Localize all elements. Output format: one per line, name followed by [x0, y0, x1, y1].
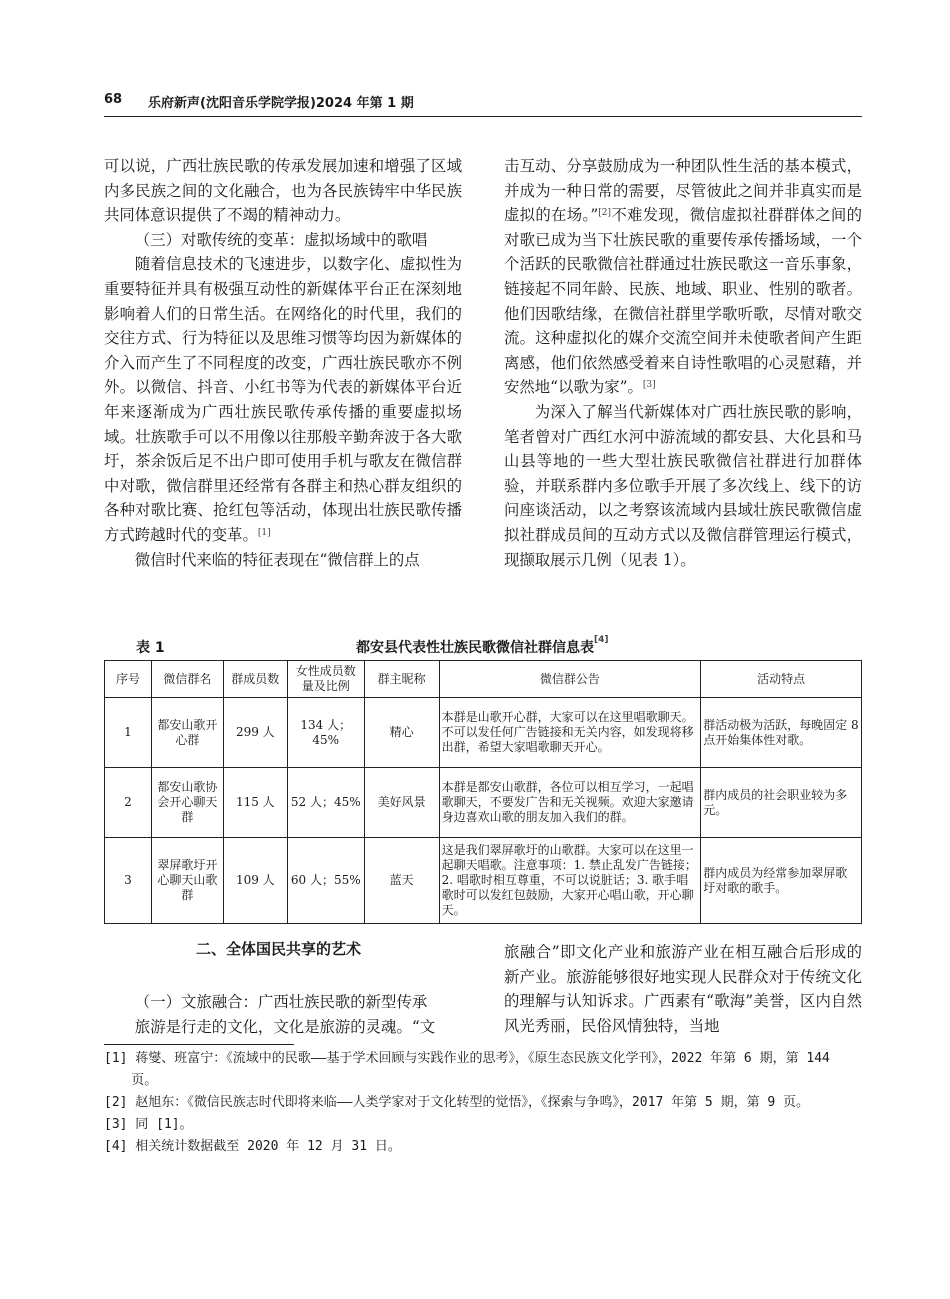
table-row [105, 698, 862, 768]
citation-2: [2] [598, 208, 612, 219]
cell-owner: 美好风景 [364, 768, 439, 838]
cell-group-name: 都安山歌协会开心聊天群 [151, 768, 223, 838]
right-paragraph-2: 为深入了解当代新媒体对广西壮族民歌的影响，笔者曾对广西红水河中游流域的都安县、大化县和马山县等地的一些大型壮族民歌微信社群进行加群体验，并联系群内多位歌手开展了多次线上、线下的访问座谈活动，以之考察该流域内县域壮族民歌微信虚拟社群成员间的互动方式以及微信群管理运行模式，现撷取展示几例（见表 1）。 [504, 402, 862, 569]
column-header: 微信群公告 [439, 661, 701, 698]
page-number: 68 [104, 92, 123, 107]
section-heading-2: 二、全体国民共享的艺术 [196, 940, 362, 958]
footnote: [3] 同 [1]。 [104, 1117, 193, 1132]
section2-left [104, 990, 462, 1039]
column-header: 活动特点 [701, 661, 862, 698]
left-paragraph-1: 可以说，广西壮族民歌的传承发展加速和增强了区域内多民族之间的文化融合，也为各民族铸牢中华民族共同体意识提供了不竭的精神动力。 [104, 157, 462, 225]
right-paragraph-1: 击互动、分享鼓励成为一种团队性生活的基本模式，并成为一种日常的需要，尽管彼此之间并非真实而是虚拟的在场。”[2]不难发现，微信虚拟社群群体之间的对歌已成为当下壮族民歌的重要传承传播场域，一个个活跃的民歌微信社群通过壮族民歌这一音乐事象，链接起不同年龄、民族、地域、职业、性别的歌者。他们因歌结缘，在微信社群里学歌听歌，尽情对歌交流。这种虚拟化的媒介交流空间并未使歌者间产生距离感，他们依然感受着来自诗性歌唱的心灵慰藉，并安然地“以歌为家”。[3] [504, 157, 862, 397]
cell-feature: 群内成员的社会职业较为多元。 [701, 768, 862, 838]
footnote: [4] 相关统计数据截至 2020 年 12 月 31 日。 [104, 1139, 401, 1154]
cell-owner: 精心 [364, 698, 439, 768]
column-header: 女性成员数量及比例 [287, 661, 364, 698]
table-label: 表 1 [136, 640, 165, 656]
wechat-groups-table [104, 660, 862, 924]
cell-feature: 群内成员为经常参加翠屏歌圩对歌的歌手。 [701, 838, 862, 924]
column-header: 序号 [105, 661, 152, 698]
running-header [104, 88, 862, 117]
cell-notice: 本群是山歌开心群，大家可以在这里唱歌聊天。不可以发任何广告链接和无关内容，如发现将移出群，希望大家唱歌聊天开心。 [439, 698, 701, 768]
cell-female: 52 人；45% [287, 768, 364, 838]
cell-no: 2 [105, 768, 152, 838]
column-header: 微信群名 [151, 661, 223, 698]
footnote-divider [104, 1044, 294, 1045]
cell-no: 3 [105, 838, 152, 924]
cell-owner: 蓝天 [364, 838, 439, 924]
cell-members: 299 人 [223, 698, 287, 768]
section2-right [504, 940, 862, 1038]
footnote: [1] 蒋燮、班富宁：《流域中的民歌——基于学术回顾与实践作业的思考》，《原生态民族文化学刊》，2022 年第 6 期，第 144 页。 [104, 1051, 830, 1088]
footnotes [104, 1048, 862, 1158]
cell-no: 1 [105, 698, 152, 768]
section2-right-paragraph: 旅融合”即文化产业和旅游产业在相互融合后形成的新产业。旅游能够很好地实现人民群众对于传统文化的理解与认知诉求。广西素有“歌海”美誉，区内自然风光秀丽，民俗风情独特，当地 [504, 943, 862, 1035]
left-column [104, 154, 462, 572]
table-header-row [105, 661, 862, 698]
left-paragraph-3: 微信时代来临的特征表现在“微信群上的点 [134, 550, 420, 569]
column-header: 群成员数 [223, 661, 287, 698]
section2-left-paragraph: 旅游是行走的文化，文化是旅游的灵魂。“文 [134, 1017, 436, 1036]
cell-notice: 本群是都安山歌群，各位可以相互学习，一起唱歌聊天，不要发广告和无关视频。欢迎大家邀请身边喜欢山歌的朋友加入我们的群。 [439, 768, 701, 838]
cell-female: 60 人；55% [287, 838, 364, 924]
table-row [105, 838, 862, 924]
cell-group-name: 翠屏歌圩开心聊天山歌群 [151, 838, 223, 924]
table-title: 都安县代表性壮族民歌微信社群信息表[4] [356, 635, 609, 656]
left-paragraph-2: 随着信息技术的飞速进步，以数字化、虚拟性为重要特征并具有极强互动性的新媒体平台正在深刻地影响着人们的日常生活。在网络化的时代里，我们的交往方式、行为特征以及思维习惯等均因为新媒体的介入而产生了不同程度的改变，广西壮族民歌亦不例外。以微信、抖音、小红书等为代表的新媒体平台近年来逐渐成为广西壮族民歌传承传播的重要虚拟场域。壮族歌手可以不用像以往那般辛勤奔波于各大歌圩，茶余饭后足不出户即可使用手机与歌友在微信群中对歌，微信群里还经常有各群主和热心群友组织的各种对歌比赛、抢红包等活动，体现出壮族民歌传播方式跨越时代的变革。[1] [104, 255, 462, 544]
citation-3: [3] [642, 380, 656, 391]
cell-female: 134 人；45% [287, 698, 364, 768]
citation-4: [4] [594, 635, 609, 645]
citation-1: [1] [257, 527, 271, 538]
cell-group-name: 都安山歌开心群 [151, 698, 223, 768]
subsection-heading-2-1: （一）文旅融合：广西壮族民歌的新型传承 [134, 993, 428, 1011]
subsection-heading-3: （三）对歌传统的变革：虚拟场域中的歌唱 [134, 230, 428, 249]
cell-feature: 群活动极为活跃，每晚固定 8 点开始集体性对歌。 [701, 698, 862, 768]
table-row [105, 768, 862, 838]
footnote: [2] 赵旭东：《微信民族志时代即将来临——人类学家对于文化转型的觉悟》，《探索与争鸣》，2017 年第 5 期，第 9 页。 [104, 1095, 810, 1110]
cell-notice: 这是我们翠屏歌圩的山歌群。大家可以在这里一起聊天唱歌。注意事项：1. 禁止乱发广告链接；2. 唱歌时相互尊重，不可以说脏话；3. 歌手唱歌时可以发红包鼓励，大家开心唱山歌，开心聊天。 [439, 838, 701, 924]
right-column [504, 154, 862, 572]
cell-members: 115 人 [223, 768, 287, 838]
column-header: 群主昵称 [364, 661, 439, 698]
cell-members: 109 人 [223, 838, 287, 924]
journal-title: 乐府新声(沈阳音乐学院学报)2024 年第 1 期 [148, 96, 414, 111]
